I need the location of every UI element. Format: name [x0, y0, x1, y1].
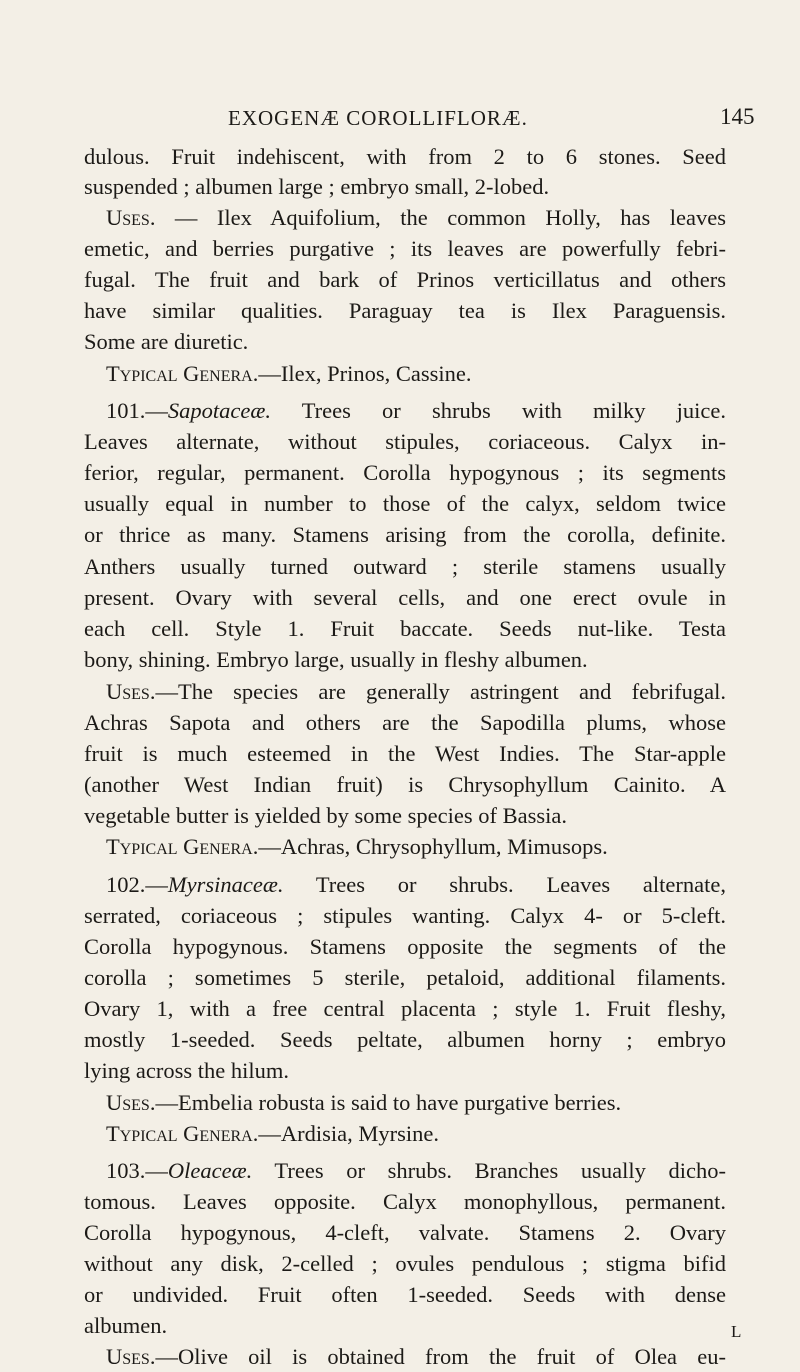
text-line: fugal. The fruit and bark of Prinos verticillatus and others	[84, 267, 726, 292]
text-line	[106, 359, 471, 389]
text-line: albumen.	[84, 1313, 168, 1338]
line-text: —The species are generally astringent and febrifugal.	[155, 679, 726, 704]
family-name: Oleaceæ.	[167, 1158, 253, 1183]
text-line: present. Ovary with several cells, and one erect ovule in	[84, 585, 726, 610]
text-line: lying across the hilum.	[84, 1058, 289, 1083]
typical-genera-heading: Typical Genera.	[106, 1121, 259, 1146]
line-text: Trees or shrubs with milky juice.	[270, 398, 726, 423]
family-name: Myrsinaceæ.	[167, 872, 284, 897]
typical-genera-heading: Typical Genera.	[106, 361, 259, 386]
text-line: have similar qualities. Paraguay tea is Ilex Paraguensis.	[84, 298, 726, 323]
text-line	[106, 870, 726, 900]
text-line: Corolla hypogynous. Stamens opposite the segments of the	[84, 934, 726, 959]
page-number: 145	[720, 104, 755, 129]
line-text: —Olive oil is obtained from the fruit of Olea eu-	[155, 1344, 726, 1369]
running-title: EXOGENÆ COROLLIFLORÆ.	[228, 106, 528, 130]
text-line: bony, shining. Embryo large, usually in fleshy albumen.	[84, 647, 588, 672]
section-number: 103.—	[106, 1158, 168, 1183]
text-line: Anthers usually turned outward ; sterile stamens usually	[84, 554, 726, 579]
signature-mark: L	[731, 1322, 742, 1341]
line-text: Trees or shrubs. Leaves alternate,	[283, 872, 726, 897]
line-text: —Ilex, Prinos, Cassine.	[258, 361, 472, 386]
text-line: ferior, regular, permanent. Corolla hypogynous ; its segments	[84, 460, 726, 485]
text-line	[106, 832, 608, 862]
running-head	[0, 106, 800, 136]
text-line: fruit is much esteemed in the West Indies. The Star-apple	[84, 741, 726, 766]
text-line: emetic, and berries purgative ; its leaves are powerfully febri-	[84, 236, 726, 261]
text-line	[106, 1342, 726, 1372]
text-line: serrated, coriaceous ; stipules wanting. Calyx 4- or 5-cleft.	[84, 903, 726, 928]
text-line: mostly 1-seeded. Seeds peltate, albumen horny ; embryo	[84, 1027, 726, 1052]
uses-heading: Uses.	[106, 205, 156, 230]
section-number: 101.—	[106, 398, 168, 423]
text-line: dulous. Fruit indehiscent, with from 2 to 6 stones. Seed	[84, 144, 726, 169]
uses-heading: Uses.	[106, 679, 156, 704]
text-line	[106, 677, 726, 707]
text-line: vegetable butter is yielded by some species of Bassia.	[84, 803, 567, 828]
text-line: Some are diuretic.	[84, 329, 249, 354]
line-text: —Achras, Chrysophyllum, Mimusops.	[258, 834, 608, 859]
text-line: Ovary 1, with a free central placenta ; style 1. Fruit fleshy,	[84, 996, 726, 1021]
text-line	[106, 1119, 439, 1149]
text-line: or undivided. Fruit often 1-seeded. Seeds with dense	[84, 1282, 726, 1307]
text-line	[106, 1088, 621, 1118]
text-line: or thrice as many. Stamens arising from the corolla, definite.	[84, 522, 726, 547]
text-line: tomous. Leaves opposite. Calyx monophyllous, permanent.	[84, 1189, 726, 1214]
line-text: —Ardisia, Myrsine.	[258, 1121, 439, 1146]
text-line	[106, 203, 726, 233]
section-number: 102.—	[106, 872, 168, 897]
line-text: Trees or shrubs. Branches usually dicho-	[252, 1158, 726, 1183]
text-line: corolla ; sometimes 5 sterile, petaloid, additional filaments.	[84, 965, 726, 990]
line-text: — Ilex Aquifolium, the common Holly, has leaves	[155, 205, 726, 230]
text-line: each cell. Style 1. Fruit baccate. Seeds nut-like. Testa	[84, 616, 726, 641]
family-name: Sapotaceæ.	[167, 398, 271, 423]
text-line: Leaves alternate, without stipules, coriaceous. Calyx in-	[84, 429, 726, 454]
text-line: Corolla hypogynous, 4-cleft, valvate. Stamens 2. Ovary	[84, 1220, 726, 1245]
uses-heading: Uses.	[106, 1090, 156, 1115]
uses-heading: Uses.	[106, 1344, 156, 1369]
text-line: (another West Indian fruit) is Chrysophyllum Cainito. A	[84, 772, 726, 797]
text-line: without any disk, 2-celled ; ovules pendulous ; stigma bifid	[84, 1251, 726, 1276]
text-line: usually equal in number to those of the calyx, seldom twice	[84, 491, 726, 516]
text-line: suspended ; albumen large ; embryo small, 2-lobed.	[84, 174, 550, 199]
text-line: Achras Sapota and others are the Sapodilla plums, whose	[84, 710, 726, 735]
line-text: —Embelia robusta is said to have purgative berries.	[155, 1090, 622, 1115]
text-line	[106, 396, 726, 426]
text-line	[106, 1156, 726, 1186]
typical-genera-heading: Typical Genera.	[106, 834, 259, 859]
